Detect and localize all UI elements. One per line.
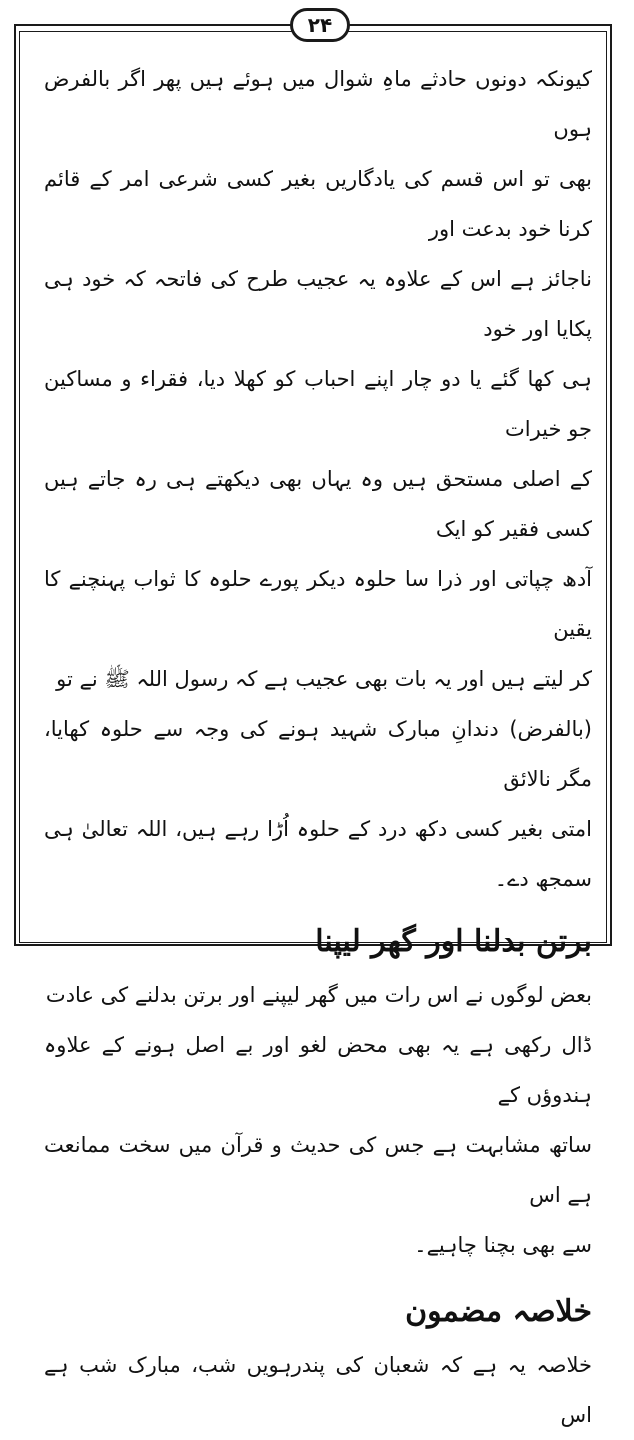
paragraph-line: (بالفرض) دندانِ مبارک شہید ہونے کی وجہ سے حلوہ کھایا، مگر نالائق: [44, 717, 592, 791]
paragraph-line: امتی بغیر کسی دکھ درد کے حلوہ اُڑا رہے ہیں، اللہ تعالیٰ ہی سمجھ دے۔: [44, 817, 592, 891]
paragraph-line: بھی تو اس قسم کی یادگاریں بغیر کسی شرعی امر کے قائم کرنا خود بدعت اور: [44, 167, 592, 241]
section-heading: خلاصہ مضمون: [405, 1294, 592, 1329]
paragraph-line: سے بھی بچنا چاہیے۔: [414, 1233, 592, 1257]
paragraph-line: کیونکہ دونوں حادثے ماہِ شوال میں ہوئے ہیں پھر اگر بالفرض ہوں: [44, 67, 592, 141]
paragraph-line: ڈال رکھی ہے یہ بھی محض لغو اور بے اصل ہونے کے علاوہ ہندوؤں کے: [44, 1033, 592, 1107]
page-content: [44, 54, 592, 1427]
paragraph-line: ناجائز ہے اس کے علاوہ یہ عجیب طرح کی فاتحہ کہ خود ہی پکایا اور خود: [44, 267, 592, 341]
paragraph-line: کر لیتے ہیں اور یہ بات بھی عجیب ہے کہ رسول اللہ ﷺ نے تو: [56, 667, 592, 691]
paragraph-line: ساتھ مشابہت ہے جس کی حدیث و قرآن میں سخت ممانعت ہے اس: [44, 1133, 592, 1207]
paragraph-3: [44, 1340, 592, 1440]
paragraph-line: کے اصلی مستحق ہیں وہ یہاں بھی دیکھتے ہی رہ جاتے ہیں کسی فقیر کو ایک: [44, 467, 592, 541]
page-number: ۲۴: [290, 8, 350, 42]
paragraph-line: بعض لوگوں نے اس رات میں گھر لیپنے اور برتن بدلنے کی عادت: [45, 983, 592, 1007]
paragraph-line: آدھ چپاتی اور ذرا سا حلوہ دیکر پورے حلوہ کا ثواب پہنچنے کا یقین: [44, 567, 592, 641]
paragraph-2: [44, 970, 592, 1270]
section-heading: برتن بدلنا اور گھر لیپنا: [315, 924, 592, 959]
paragraph-line: خلاصہ یہ ہے کہ شعبان کی پندرہویں شب، مبارک شب ہے اس: [44, 1353, 592, 1427]
paragraph-line: ہی کھا گئے یا دو چار اپنے احباب کو کھلا دیا، فقراء و مساکین جو خیرات: [44, 367, 592, 441]
paragraph-1: [44, 54, 592, 904]
